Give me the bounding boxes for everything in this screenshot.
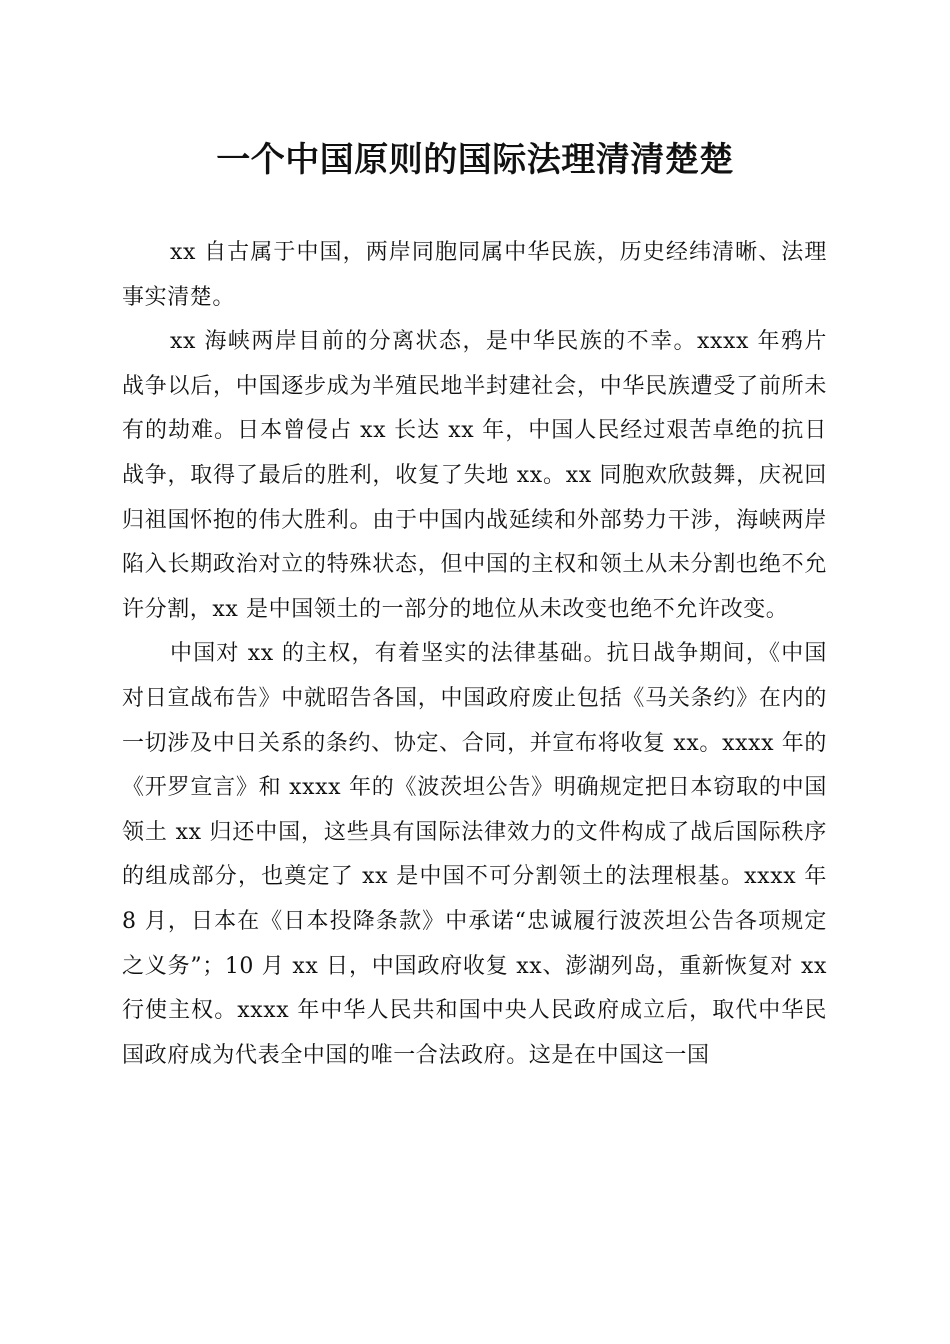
document-body xyxy=(122,231,827,1078)
paragraph-3: 中国对 xx 的主权，有着坚实的法律基础。抗日战争期间，《中国对日宣战布告》中就昭告各国，中国政府废止包括《马关条约》在内的一切涉及中日关系的条约、协定、合同，并宣布将收复 xx。xxxx 年的《开罗宣言》和 xxxx 年的《波茨坦公告》明确规定把日本窃取的中国领土 xx 归还中国，这些具有国际法律效力的文件构成了战后国际秩序的组成部分，也奠定了 xx 是中国不可分割领土的法理根基。xxxx 年 8 月，日本在《日本投降条款》中承诺“忠诚履行波茨坦公告各项规定之义务”；10 月 xx 日，中国政府收复 xx、澎湖列岛，重新恢复对 xx 行使主权。xxxx 年中华人民共和国中央人民政府成立后，取代中华民国政府成为代表全中国的唯一合法政府。这是在中国这一国 xyxy=(122,641,827,1068)
document-title: 一个中国原则的国际法理清清楚楚 xyxy=(216,140,734,180)
paragraph-2: xx 海峡两岸目前的分离状态，是中华民族的不幸。xxxx 年鸦片战争以后，中国逐步成为半殖民地半封建社会，中华民族遭受了前所未有的劫难。日本曾侵占 xx 长达 xx 年，中国人民经过艰苦卓绝的抗日战争，取得了最后的胜利，收复了失地 xx。xx 同胞欢欣鼓舞，庆祝回归祖国怀抱的伟大胜利。由于中国内战延续和外部势力干涉，海峡两岸陷入长期政治对立的特殊状态，但中国的主权和领土从未分割也绝不允许分割，xx 是中国领土的一部分的地位从未改变也绝不允许改变。 xyxy=(122,329,827,622)
paragraph-1: xx 自古属于中国，两岸同胞同属中华民族，历史经纬清晰、法理事实清楚。 xyxy=(122,240,827,310)
